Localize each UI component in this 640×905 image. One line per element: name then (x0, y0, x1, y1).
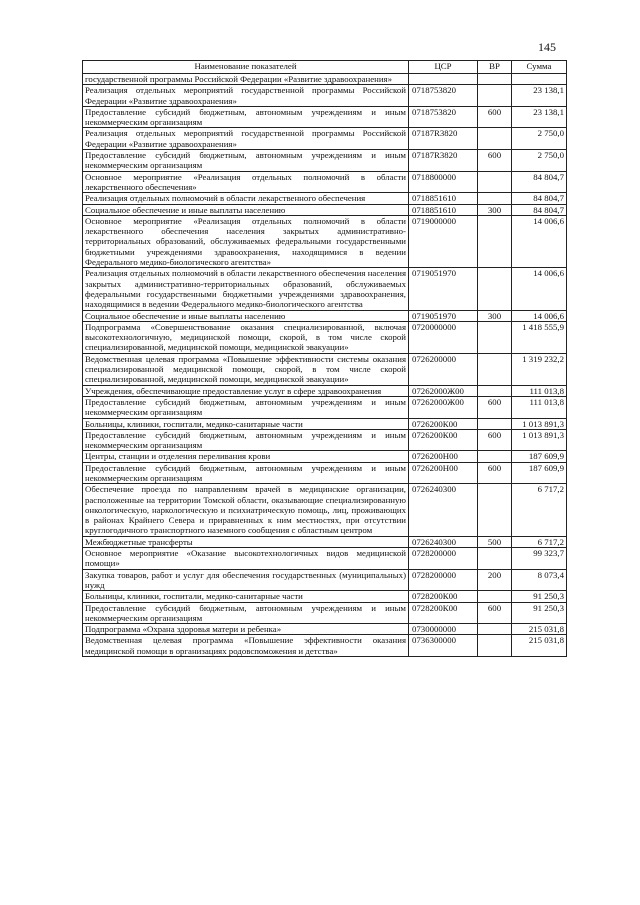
cell-name: Межбюджетные трансферты (83, 536, 409, 547)
table-row (83, 321, 567, 353)
cell-csr: 07187R3820 (409, 150, 478, 172)
cell-sum: 84 804,7 (512, 204, 567, 215)
cell-name: Закупка товаров, работ и услуг для обеспечения государственных (муниципальных) нужд (83, 569, 409, 591)
cell-csr: 0726240300 (409, 484, 478, 536)
cell-name: Центры, станции и отделения переливания крови (83, 451, 409, 462)
cell-sum: 2 750,0 (512, 150, 567, 172)
cell-csr: 07262000Ж00 (409, 396, 478, 418)
table-row (83, 396, 567, 418)
table-row (83, 591, 567, 602)
cell-vr: 600 (478, 150, 512, 172)
cell-vr (478, 548, 512, 570)
cell-csr: 0736300000 (409, 635, 478, 657)
cell-vr: 200 (478, 569, 512, 591)
cell-name: Основное мероприятие «Реализация отдельных полномочий в области лекарственного обеспечения» (83, 171, 409, 193)
cell-vr: 300 (478, 310, 512, 321)
table-row (83, 215, 567, 267)
table-row (83, 106, 567, 128)
cell-name: Ведомственная целевая программа «Повышение эффективности системы оказания специализированной медицинской помощи, скорой, в том числе скорой специализированной, медицинской помощи, медицинской эвакуации» (83, 353, 409, 385)
cell-name: Ведомственная целевая программа «Повышение эффективности оказания медицинской помощи в организациях родовспоможения и детства» (83, 635, 409, 657)
cell-vr (478, 451, 512, 462)
cell-csr: 0726200К00 (409, 418, 478, 429)
table-row (83, 635, 567, 657)
cell-sum: 6 717,2 (512, 484, 567, 536)
cell-sum: 111 013,8 (512, 396, 567, 418)
cell-vr (478, 321, 512, 353)
cell-csr: 0726200К00 (409, 429, 478, 451)
cell-sum: 1 013 891,3 (512, 429, 567, 451)
cell-vr (478, 418, 512, 429)
cell-name: Основное мероприятие «Реализация отдельных полномочий в области лекарственного обеспечения населения закрытых административно-территориальных образований, обслуживаемых федеральными государственными бюджетными учреждениями здравоохранения, находящимися в ведении Федерального медико-биологического агентства» (83, 215, 409, 267)
cell-csr: 0728200000 (409, 548, 478, 570)
cell-csr: 0718851610 (409, 204, 478, 215)
cell-csr: 0726200000 (409, 353, 478, 385)
table-row (83, 418, 567, 429)
cell-vr (478, 171, 512, 193)
cell-csr: 0718851610 (409, 193, 478, 204)
cell-csr: 0718753820 (409, 106, 478, 128)
cell-name: Подпрограмма «Совершенствование оказания специализированной, включая высокотехнологичную, медицинской помощи, скорой, в том числе скорой специализированной, медицинской помощи, медицинской эвакуации» (83, 321, 409, 353)
cell-csr: 07262000Ж00 (409, 385, 478, 396)
cell-name: Подпрограмма «Охрана здоровья матери и ребенка» (83, 624, 409, 635)
cell-csr: 0719051970 (409, 268, 478, 310)
cell-name: Больницы, клиники, госпитали, медико-санитарные части (83, 591, 409, 602)
cell-vr (478, 74, 512, 85)
cell-csr: 07187R3820 (409, 128, 478, 150)
cell-sum: 111 013,8 (512, 385, 567, 396)
cell-vr (478, 635, 512, 657)
cell-sum: 23 138,1 (512, 85, 567, 107)
cell-vr: 500 (478, 536, 512, 547)
table-row (83, 536, 567, 547)
cell-vr: 600 (478, 462, 512, 484)
cell-csr: 0719000000 (409, 215, 478, 267)
cell-name: государственной программы Российской Федерации «Развитие здравоохранения» (83, 74, 409, 85)
table-row (83, 602, 567, 624)
cell-sum: 14 006,6 (512, 310, 567, 321)
table-row (83, 85, 567, 107)
cell-name: Реализация отдельных мероприятий государственной программы Российской Федерации «Развитие здравоохранения» (83, 128, 409, 150)
cell-name: Предоставление субсидий бюджетным, автономным учреждениям и иным некоммерческим организациям (83, 106, 409, 128)
cell-csr: 0726200Н00 (409, 451, 478, 462)
cell-vr (478, 85, 512, 107)
cell-name: Реализация отдельных мероприятий государственной программы Российской Федерации «Развитие здравоохранения» (83, 85, 409, 107)
cell-csr: 0720000000 (409, 321, 478, 353)
cell-name: Предоставление субсидий бюджетным, автономным учреждениям и иным некоммерческим организациям (83, 396, 409, 418)
cell-sum: 14 006,6 (512, 215, 567, 267)
table-row (83, 268, 567, 310)
column-header-csr: ЦСР (409, 61, 478, 74)
cell-sum: 84 804,7 (512, 171, 567, 193)
cell-sum: 215 031,8 (512, 624, 567, 635)
cell-csr (409, 74, 478, 85)
cell-sum: 84 804,7 (512, 193, 567, 204)
cell-name: Учреждения, обеспечивающие предоставление услуг в сфере здравоохранения (83, 385, 409, 396)
cell-vr (478, 385, 512, 396)
cell-vr (478, 624, 512, 635)
cell-sum (512, 74, 567, 85)
cell-vr (478, 353, 512, 385)
cell-sum: 6 717,2 (512, 536, 567, 547)
cell-vr: 600 (478, 429, 512, 451)
cell-vr: 600 (478, 396, 512, 418)
table-row (83, 548, 567, 570)
cell-name: Реализация отдельных полномочий в области лекарственного обеспечения населения закрытых административно-территориальных образований, обслуживаемых федеральными государственными бюджетными учреждениями здравоохранения, находящимися в ведении Федерального медико-биологического агентства (83, 268, 409, 310)
cell-name: Предоставление субсидий бюджетным, автономным учреждениям и иным некоммерческим организациям (83, 462, 409, 484)
table-row (83, 429, 567, 451)
cell-vr: 300 (478, 204, 512, 215)
table-row (83, 569, 567, 591)
cell-sum: 187 609,9 (512, 462, 567, 484)
cell-sum: 2 750,0 (512, 128, 567, 150)
cell-name: Основное мероприятие «Оказание высокотехнологичных видов медицинской помощи» (83, 548, 409, 570)
table-row (83, 624, 567, 635)
table-row (83, 204, 567, 215)
cell-sum: 215 031,8 (512, 635, 567, 657)
cell-sum: 1 013 891,3 (512, 418, 567, 429)
table-row (83, 128, 567, 150)
cell-csr: 0730000000 (409, 624, 478, 635)
cell-sum: 14 006,6 (512, 268, 567, 310)
cell-csr: 0718753820 (409, 85, 478, 107)
cell-sum: 187 609,9 (512, 451, 567, 462)
cell-name: Реализация отдельных полномочий в области лекарственного обеспечения (83, 193, 409, 204)
table-row (83, 193, 567, 204)
cell-csr: 0718800000 (409, 171, 478, 193)
cell-sum: 91 250,3 (512, 591, 567, 602)
table-row (83, 462, 567, 484)
column-header-vr: ВР (478, 61, 512, 74)
cell-csr: 0726200Н00 (409, 462, 478, 484)
cell-name: Обеспечение проезда по направлениям врачей в медицинские организации, расположенные на территории Томской области, оказывающие специализированную онкологическую, наркологическую и психиатрическую помощь, лиц, проживающих в районах Крайнего Севера и приравненных к ним местностях, при отсутствии круглогодичного транспортного наземного сообщения с областным центром (83, 484, 409, 536)
cell-sum: 99 323,7 (512, 548, 567, 570)
cell-vr (478, 591, 512, 602)
table-row (83, 353, 567, 385)
table-row (83, 150, 567, 172)
cell-vr: 600 (478, 106, 512, 128)
table-row (83, 310, 567, 321)
table-row (83, 484, 567, 536)
table-row (83, 385, 567, 396)
cell-csr: 0728200К00 (409, 591, 478, 602)
cell-sum: 1 319 232,2 (512, 353, 567, 385)
column-header-name: Наименование показателей (83, 61, 409, 74)
table-row (83, 74, 567, 85)
table-row (83, 171, 567, 193)
page-number: 145 (538, 40, 556, 54)
table-header-row (83, 61, 567, 74)
cell-csr: 0719051970 (409, 310, 478, 321)
budget-table (82, 60, 567, 657)
cell-name: Предоставление субсидий бюджетным, автономным учреждениям и иным некоммерческим организациям (83, 602, 409, 624)
cell-sum: 91 250,3 (512, 602, 567, 624)
cell-vr (478, 193, 512, 204)
cell-vr (478, 128, 512, 150)
cell-vr (478, 215, 512, 267)
cell-vr (478, 484, 512, 536)
column-header-sum: Сумма (512, 61, 567, 74)
cell-vr: 600 (478, 602, 512, 624)
cell-name: Предоставление субсидий бюджетным, автономным учреждениям и иным некоммерческим организациям (83, 150, 409, 172)
cell-name: Больницы, клиники, госпитали, медико-санитарные части (83, 418, 409, 429)
cell-sum: 8 073,4 (512, 569, 567, 591)
cell-name: Предоставление субсидий бюджетным, автономным учреждениям и иным некоммерческим организациям (83, 429, 409, 451)
cell-name: Социальное обеспечение и иные выплаты населению (83, 204, 409, 215)
cell-csr: 0728200К00 (409, 602, 478, 624)
cell-name: Социальное обеспечение и иные выплаты населению (83, 310, 409, 321)
cell-sum: 1 418 555,9 (512, 321, 567, 353)
cell-csr: 0728200000 (409, 569, 478, 591)
table-row (83, 451, 567, 462)
cell-sum: 23 138,1 (512, 106, 567, 128)
cell-vr (478, 268, 512, 310)
cell-csr: 0726240300 (409, 536, 478, 547)
